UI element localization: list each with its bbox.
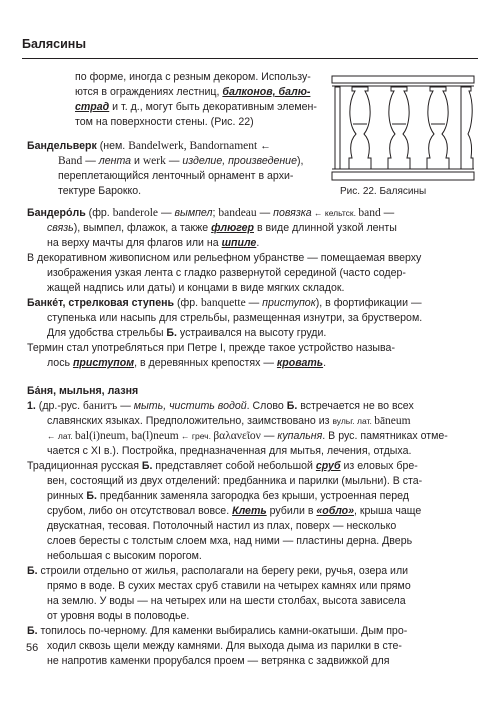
text-run: — — [245, 297, 263, 309]
text-run: славянских языках. Предположительно, заимствовано из — [47, 415, 333, 427]
text-run: том на поверхности стены. (Рис. 22) — [75, 116, 254, 128]
text-run: не напротив каменки прорубался проем — ветрянка с задвижкой для — [47, 655, 390, 667]
entry-term: Ба́ня, мыльня, лазня — [27, 385, 139, 397]
cross-ref-pristup[interactable]: приступом — [72, 357, 135, 369]
text-run: банитъ — [83, 400, 118, 412]
text-run: ← лат. — [47, 431, 76, 441]
text-run: (нем. — [96, 140, 129, 152]
text-run: устраивался на высоту груди. — [176, 327, 327, 339]
text-run: и — [131, 155, 143, 167]
text-run: (фр. — [85, 207, 113, 219]
text-run: . — [256, 237, 260, 249]
balusters-illustration — [329, 72, 477, 190]
text-run: — — [117, 400, 134, 412]
text-run: Б. — [141, 460, 153, 472]
cross-ref-fluger[interactable]: флюгер — [211, 222, 254, 234]
text-run: ; — [212, 207, 219, 219]
text-run: (др.-рус. — [35, 400, 83, 412]
text-run: на землю. У воды — на четырех или на шести столбах, высота зависела — [47, 595, 406, 607]
text-run: чается с XI в.). Постройка, предназначенная для мытья, лечения, отдыха. — [47, 445, 412, 457]
text-run: 1. — [27, 400, 36, 412]
text-run: — — [165, 155, 183, 167]
text-run: ходил сквозь щели между камнями. Для выхода дыма из парилки в сте- — [47, 640, 402, 652]
text-run: . — [323, 357, 327, 369]
text-run: строили отдельно от жилья, располагали на берегу реки, ручья, озера или — [37, 565, 409, 577]
text-run: bandeau — [218, 207, 257, 219]
cross-ref-balkon[interactable]: балконов, балю- — [222, 86, 311, 98]
baluster-2 — [388, 87, 410, 169]
text-run: ← кельтск. — [311, 208, 359, 218]
entry-bandelverk: Бандельверк (нем. Bandelwerk, Bandornament ← Band — лента и werk — изделие, произведение), переплетающийся ленточный орнамент в архи- тектуре Барокко. — [27, 140, 304, 197]
figure-caption: Рис. 22. Балясины — [340, 186, 427, 197]
text-run: ), в фортификации — — [315, 297, 422, 309]
text-run: banderole — [112, 207, 159, 219]
text-run: — — [260, 430, 278, 442]
cross-ref-srub[interactable]: сруб — [315, 460, 341, 472]
text-run: вен, состоящий из двух отделений: предбанника и парилки (мыльни). В ста- — [47, 475, 423, 487]
text-run: Традиционная русская — [27, 460, 142, 472]
text-run: , — [125, 430, 132, 442]
text-run: Термин стал употребляться при Петре I, прежде такое устройство называ- — [27, 342, 395, 354]
running-header: Балясины — [22, 37, 87, 51]
text-run: встречается не во всех — [297, 400, 414, 412]
text-run: — — [380, 207, 395, 219]
text-run: Б. — [166, 327, 177, 339]
cross-ref-shpil[interactable]: шпиле — [221, 237, 257, 249]
text-run: рубили в — [266, 505, 317, 517]
text-run: по форме, иногда с резным декором. Использу- — [75, 71, 311, 83]
text-run: жащей надпись или даты) и концами в виде мягких складок. — [47, 282, 345, 294]
text-run: из еловых бре- — [340, 460, 418, 472]
entry-banya — [27, 384, 482, 669]
text-run: вульг. лат. — [332, 416, 375, 426]
text-run: мыть, чистить водой — [133, 400, 247, 412]
text-run: повязка — [273, 207, 312, 219]
text-run: , крыша чаще — [354, 505, 422, 517]
cross-ref-oblo[interactable]: «обло» — [316, 505, 355, 517]
text-run: Б. — [27, 625, 38, 637]
text-run: тектуре Барокко. — [58, 185, 142, 197]
text-run: лента — [98, 155, 132, 167]
text-run: двускатная, тесовая. Потолочный настил из плах, поверх — несколько — [47, 520, 397, 532]
text-run: приступок — [262, 297, 316, 309]
text-run: bāneum — [374, 415, 411, 427]
text-run: представляет собой небольшой — [152, 460, 316, 472]
text-run: связь — [47, 222, 74, 234]
baluster-1 — [349, 87, 371, 169]
header-rule — [22, 58, 478, 59]
text-run: ), вымпел, флажок, а также — [73, 222, 212, 234]
cross-ref-balyustrada[interactable]: страд — [75, 101, 110, 113]
text-run: изображения узкая лента с гладко развернутой серединой (часто содер- — [47, 267, 406, 279]
text-run: ), — [296, 155, 304, 167]
text-run: βαλανεῖον — [213, 430, 261, 442]
text-run: Б. — [27, 565, 38, 577]
text-run: Для удобства стрельбы — [47, 327, 167, 339]
text-run: на верху мачты для флагов или на — [47, 237, 222, 249]
text-run: . В рус. памятниках отме- — [322, 430, 448, 442]
entry-balyasiny-continued — [75, 70, 325, 130]
cross-ref-krovat[interactable]: кровать — [276, 357, 324, 369]
text-run: изделие, произведение — [182, 155, 297, 167]
text-run: . Слово — [246, 400, 287, 412]
text-run: ba(l)neum — [131, 430, 179, 442]
text-run: В декоративном живописном или рельефном убранстве — помещаемая вверху — [27, 252, 422, 264]
entry-term: Банке́т, стрелковая ступень — [27, 297, 175, 309]
text-run: , в деревянных крепостях — — [134, 357, 277, 369]
text-run: ются в ограждениях лестниц, — [75, 86, 223, 98]
text-run: слоев бересты с толстым слоем мха, над ними — пластины дерна. Дверь — [47, 535, 413, 547]
text-run: band — [358, 207, 381, 219]
text-run: ступенька или насыпь для стрельбы, размещенная изнутри, за бруствером. — [47, 312, 423, 324]
text-run: Band — [58, 155, 83, 167]
text-run: вымпел — [174, 207, 213, 219]
text-run: предбанник заменяла загородка без крыши, устроенная перед — [96, 490, 409, 502]
text-run: (фр. — [174, 297, 201, 309]
text-run: Б. — [286, 400, 298, 412]
text-run: срубом, либо он отсутствовал вовсе. — [47, 505, 233, 517]
text-run: и т. д., могут быть декоративным элемен- — [109, 101, 317, 113]
entry-banderol — [27, 206, 482, 296]
text-run: — — [82, 155, 99, 167]
text-run: в виде длинной узкой ленты — [254, 222, 397, 234]
text-run: bal(i)neum — [75, 430, 126, 442]
text-run: лось — [47, 357, 73, 369]
text-run: переплетающийся ленточный орнамент в архи- — [58, 170, 294, 182]
cross-ref-klet[interactable]: Клеть — [232, 505, 267, 517]
text-run: werk — [142, 155, 166, 167]
entry-banket — [27, 296, 482, 371]
text-run: ринных — [47, 490, 87, 502]
text-run: небольшая с высоким порогом. — [47, 550, 202, 562]
text-run: — — [158, 207, 175, 219]
text-run: banquette — [200, 297, 246, 309]
text-run: прямо в воде. В сухих местах сруб ставили на четырех камнях или прямо — [47, 580, 411, 592]
entry-term: Бандельверк — [27, 140, 97, 152]
text-run: — — [256, 207, 274, 219]
text-run: топилось по-черному. Для каменки выбирались камни-окатыши. Дым про- — [37, 625, 408, 637]
text-run: Б. — [86, 490, 97, 502]
text-run: купальня — [277, 430, 323, 442]
entry-term: Бандеро́ль — [27, 207, 86, 219]
baluster-3 — [427, 87, 449, 169]
page-number: 56 — [26, 642, 39, 654]
text-run: от уровня воды в половодье. — [47, 610, 190, 622]
text-run: Bandelwerk, Bandornament — [128, 140, 258, 152]
text-run: ← греч. — [178, 431, 214, 441]
